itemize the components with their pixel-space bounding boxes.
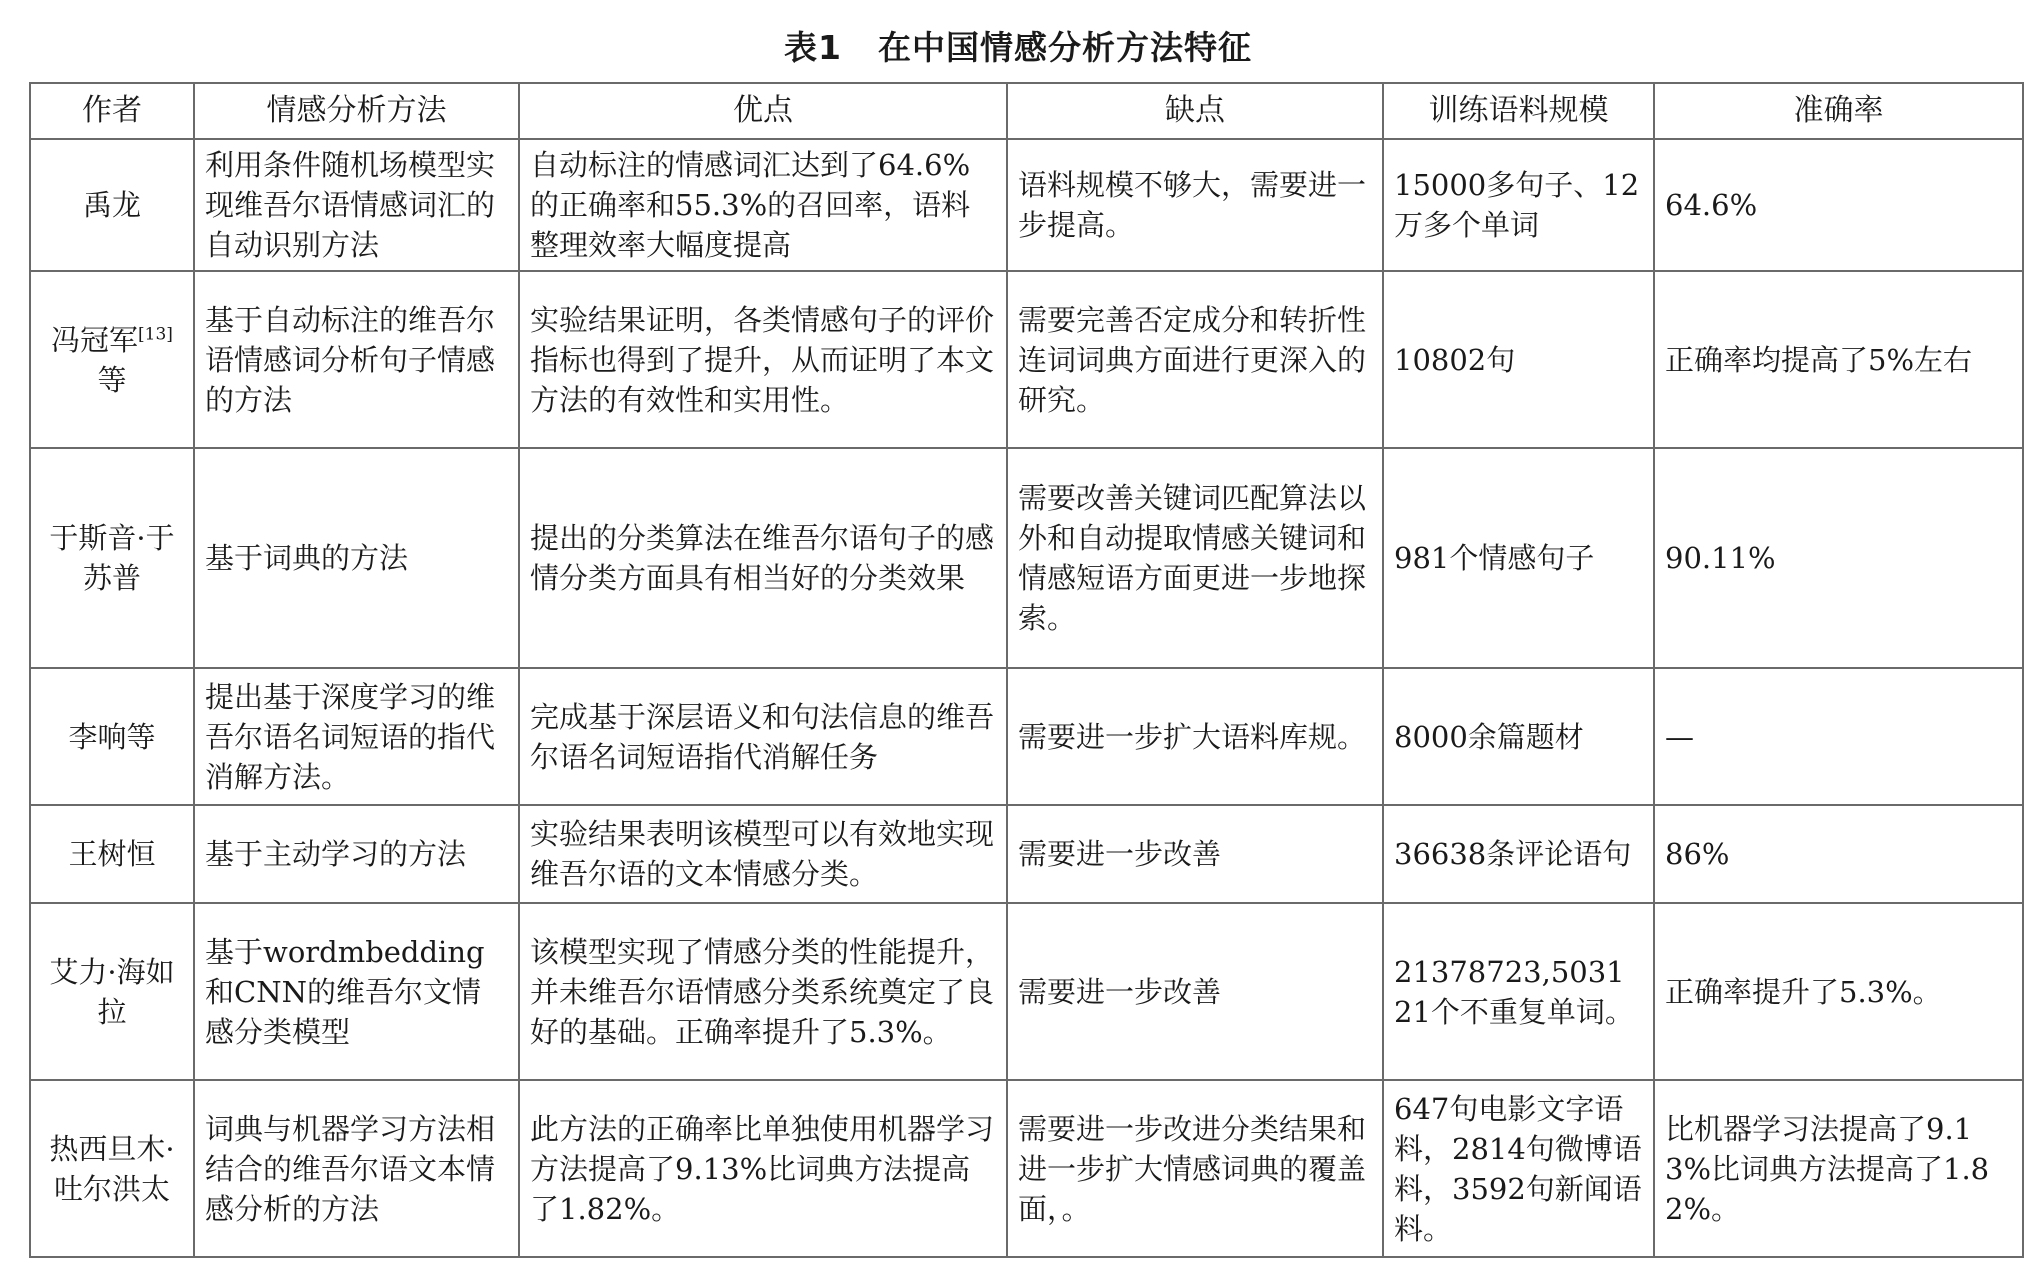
pros-cell: 实验结果证明，各类情感句子的评价指标也得到了提升，从而证明了本文方法的有效性和实用性。 — [519, 271, 1007, 448]
cons-cell: 需要改善关键词匹配算法以外和自动提取情感关键词和情感短语方面更进一步地探索。 — [1007, 448, 1383, 668]
cons-cell: 语料规模不够大，需要进一步提高。 — [1007, 139, 1383, 271]
accuracy-cell: 86% — [1654, 805, 2023, 903]
accuracy-cell: 正确率均提高了5%左右 — [1654, 271, 2023, 448]
author-name: 王树恒 — [68, 837, 156, 871]
citation-ref: [13] — [138, 323, 173, 344]
pros-cell: 自动标注的情感词汇达到了64.6%的正确率和55.3%的召回率，语料整理效率大幅度提高 — [519, 139, 1007, 271]
pros-cell: 此方法的正确率比单独使用机器学习方法提高了9.13%比词典方法提高了1.82%。 — [519, 1080, 1007, 1257]
author-name: 艾力·海如拉 — [49, 954, 175, 1029]
author-name: 禹龙 — [82, 188, 141, 222]
corpus-cell: 21378723,503121个不重复单词。 — [1383, 903, 1654, 1080]
cons-cell: 需要进一步改善 — [1007, 903, 1383, 1080]
table-row — [30, 271, 2023, 448]
method-cell: 基于自动标注的维吾尔语情感词分析句子情感的方法 — [194, 271, 519, 448]
comparison-table — [29, 82, 2024, 1258]
cons-cell: 需要完善否定成分和转折性连词词典方面进行更深入的研究。 — [1007, 271, 1383, 448]
header-cons: 缺点 — [1007, 83, 1383, 139]
author-name: 热西旦木·吐尔洪太 — [49, 1131, 175, 1206]
method-cell: 基于wordmbedding和CNN的维吾尔文情感分类模型 — [194, 903, 519, 1080]
cons-cell: 需要进一步改善 — [1007, 805, 1383, 903]
author-cell — [30, 139, 194, 271]
corpus-cell: 8000余篇题材 — [1383, 668, 1654, 805]
accuracy-cell: — — [1654, 668, 2023, 805]
table-row — [30, 668, 2023, 805]
header-method: 情感分析方法 — [194, 83, 519, 139]
pros-cell: 提出的分类算法在维吾尔语句子的感情分类方面具有相当好的分类效果 — [519, 448, 1007, 668]
cons-cell: 需要进一步扩大语料库规。 — [1007, 668, 1383, 805]
accuracy-cell: 90.11% — [1654, 448, 2023, 668]
author-cell — [30, 1080, 194, 1257]
method-cell: 词典与机器学习方法相结合的维吾尔语文本情感分析的方法 — [194, 1080, 519, 1257]
method-cell: 提出基于深度学习的维吾尔语名词短语的指代消解方法。 — [194, 668, 519, 805]
method-cell: 利用条件随机场模型实现维吾尔语情感词汇的自动识别方法 — [194, 139, 519, 271]
author-suffix: 等 — [97, 362, 127, 397]
header-row — [30, 83, 2023, 139]
author-name: 李响等 — [68, 719, 156, 754]
method-cell: 基于主动学习的方法 — [194, 805, 519, 903]
accuracy-cell: 正确率提升了5.3%。 — [1654, 903, 2023, 1080]
table-caption — [0, 22, 2036, 69]
corpus-cell: 647句电影文字语料，2814句微博语料，3592句新闻语料。 — [1383, 1080, 1654, 1257]
table-row — [30, 139, 2023, 271]
table-title: 在中国情感分析方法特征 — [877, 28, 1252, 67]
table-row — [30, 1080, 2023, 1257]
pros-cell: 完成基于深层语义和句法信息的维吾尔语名词短语指代消解任务 — [519, 668, 1007, 805]
table-row — [30, 805, 2023, 903]
corpus-cell: 36638条评论语句 — [1383, 805, 1654, 903]
header-corpus: 训练语料规模 — [1383, 83, 1654, 139]
accuracy-cell: 比机器学习法提高了9.13%比词典方法提高了1.82%。 — [1654, 1080, 2023, 1257]
corpus-cell: 15000多句子、12万多个单词 — [1383, 139, 1654, 271]
author-cell — [30, 448, 194, 668]
header-pros: 优点 — [519, 83, 1007, 139]
author-name: 冯冠军 — [51, 322, 139, 357]
author-cell — [30, 271, 194, 448]
author-name: 于斯音·于苏普 — [49, 521, 175, 595]
corpus-cell: 981个情感句子 — [1383, 448, 1654, 668]
table-row — [30, 448, 2023, 668]
header-accuracy: 准确率 — [1654, 83, 2023, 139]
pros-cell: 该模型实现了情感分类的性能提升，并未维吾尔语情感分类系统奠定了良好的基础。正确率提升了5.3%。 — [519, 903, 1007, 1080]
accuracy-cell: 64.6% — [1654, 139, 2023, 271]
table-number: 表1 — [784, 28, 842, 67]
author-cell — [30, 805, 194, 903]
author-cell — [30, 903, 194, 1080]
table-row — [30, 903, 2023, 1080]
method-cell: 基于词典的方法 — [194, 448, 519, 668]
corpus-cell: 10802句 — [1383, 271, 1654, 448]
pros-cell: 实验结果表明该模型可以有效地实现维吾尔语的文本情感分类。 — [519, 805, 1007, 903]
author-cell — [30, 668, 194, 805]
cons-cell: 需要进一步改进分类结果和进一步扩大情感词典的覆盖面，。 — [1007, 1080, 1383, 1257]
header-author: 作者 — [30, 83, 194, 139]
